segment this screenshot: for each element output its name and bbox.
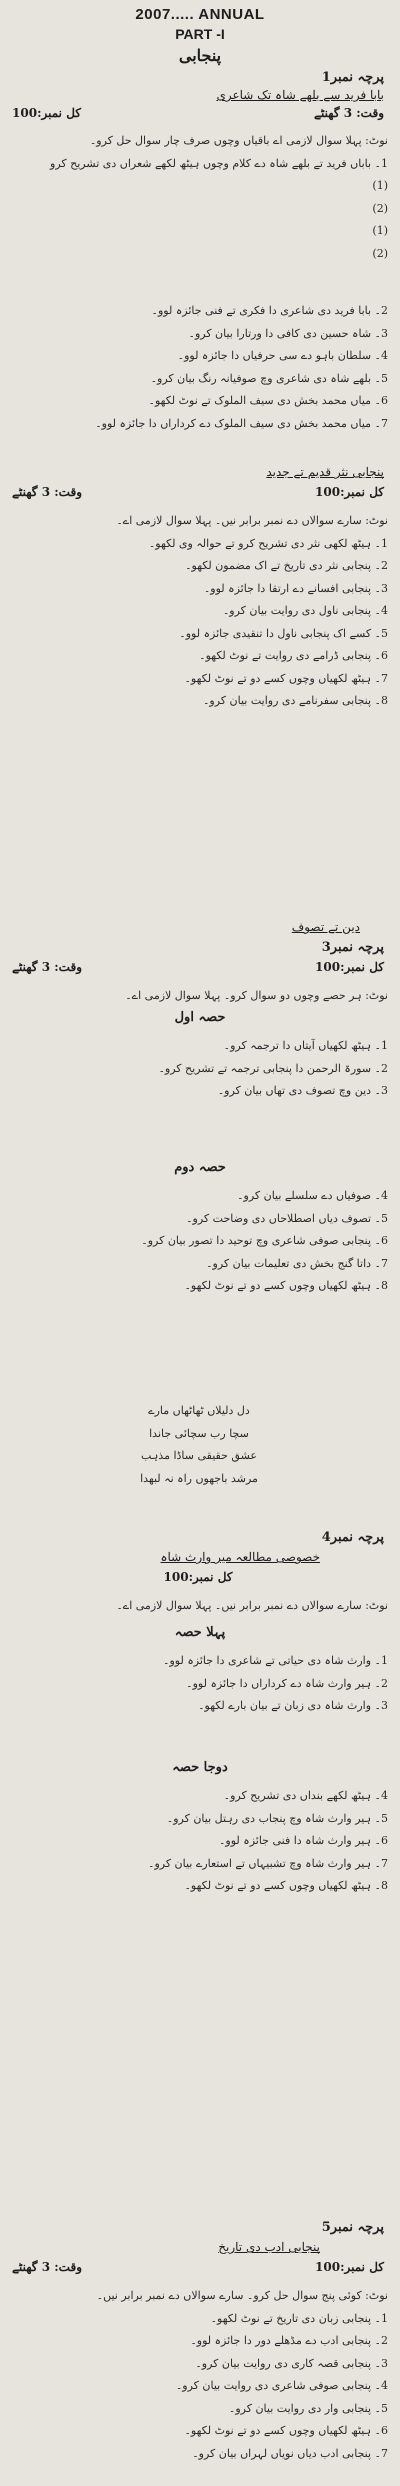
poem-line: سچا رب سچائی جاندا — [149, 1426, 249, 1440]
text-line: 7۔ پنجابی ادب دیاں نویاں لہراں بیان کرو۔ — [192, 2446, 388, 2460]
paper5-marks-line — [12, 2260, 384, 2274]
text-line: 3۔ دین وچ تصوف دی تھاں بیان کرو۔ — [217, 1084, 388, 1097]
paper3-intro — [10, 985, 388, 1008]
text-line: 7۔ داتا گنج بخش دی تعلیمات بیان کرو۔ — [206, 1256, 388, 1270]
text-line: 1۔ پنجابی زبان دی تاریخ تے نوٹ لکھو۔ — [210, 2311, 388, 2325]
text-line: (1) — [372, 224, 388, 237]
paper4-section2-head: دوجا حصہ — [172, 1760, 228, 1775]
paper2-time: وقت: 3 گھنٹے — [12, 485, 82, 499]
text-line: 4۔ پنجابی ناول دی روایت بیان کرو۔ — [222, 604, 388, 617]
paper4-questions-a — [10, 1650, 388, 1718]
text-line: 8۔ پنجابی سفرنامے دی روایت بیان کرو۔ — [202, 694, 388, 707]
text-line: 6۔ پنجابی ڈرامے دی روایت تے نوٹ لکھو۔ — [199, 649, 388, 662]
text-line: 5۔ تصوف دیاں اصطلاحاں دی وضاحت کرو۔ — [186, 1211, 388, 1225]
text-line: 1۔ ہیٹھ لکھی نثر دی تشریح کرو تے حوالہ وی لکھو۔ — [148, 536, 388, 550]
text-line: 4۔ ہیٹھ لکھے بنداں دی تشریح کرو۔ — [223, 1789, 388, 1802]
text-line: 7۔ ہیٹھ لکھیاں وچوں کسے دو تے نوٹ لکھو۔ — [184, 671, 388, 685]
paper3-time: وقت: 3 گھنٹے — [12, 960, 82, 974]
paper4-marks: کل نمبر:100 — [163, 1570, 233, 1584]
paper2-subtitle: پنجابی نثر قدیم تے جدید — [266, 465, 384, 479]
text-line: 4۔ سلطان باہو دے سی حرفیاں دا جائزہ لوو۔ — [177, 349, 388, 362]
text-line: 7۔ ہیر وارث شاہ وچ تشبیہاں تے استعارے بیان کرو۔ — [148, 1856, 388, 1870]
paper5-subtitle: پنجابی ادب دی تاریخ — [218, 2240, 320, 2254]
text-line: 2۔ بابا فرید دی شاعری دا فکری تے فنی جائزہ لوو۔ — [151, 304, 388, 317]
text-line: 3۔ وارث شاہ دی زبان تے بیان بارے لکھو۔ — [198, 1699, 388, 1712]
text-line: 2۔ ہیر وارث شاہ دے کرداراں دا جائزہ لوو۔ — [186, 1676, 388, 1690]
text-line: نوٹ: سارے سوالاں دے نمبر برابر نیں۔ پہلا سوال لازمی اے۔ — [116, 514, 388, 527]
poem-line: مرشد باجھوں راہ نہ لبھدا — [140, 1471, 258, 1485]
text-line: 3۔ پنجابی قصہ کاری دی روایت بیان کرو۔ — [195, 2356, 388, 2370]
paper4-questions-b — [10, 1785, 388, 1898]
poem-line: دل دلیلاں ٹھاٹھاں مارے — [148, 1404, 250, 1417]
paper1-label: پرچہ نمبر1 — [321, 70, 384, 85]
paper1-questions-bottom — [10, 300, 388, 435]
text-line: 2۔ سورۃ الرحمن دا پنجابی ترجمہ تے تشریح کرو۔ — [158, 1061, 388, 1075]
text-line: 3۔ پنجابی افسانے دے ارتقا دا جائزہ لوو۔ — [203, 581, 388, 595]
paper4-marks-line — [12, 1570, 384, 1584]
paper1-time: وقت: 3 گھنٹے — [314, 106, 384, 120]
paper3-marks: کل نمبر:100 — [315, 960, 384, 974]
text-line: 2۔ پنجابی ادب دے مڈھلے دور دا جائزہ لوو۔ — [190, 2334, 388, 2347]
text-line: 2۔ پنجابی نثر دی تاریخ تے اک مضمون لکھو۔ — [185, 559, 388, 572]
paper3-questions-a — [10, 1035, 388, 1103]
paper1-subtitle: بابا فرید سے بلھے شاہ تک شاعری — [216, 88, 384, 102]
paper3-subtitle: دین تے تصوف — [291, 920, 360, 934]
text-line: 6۔ پنجابی صوفی شاعری وچ توحید دا تصور بیان کرو۔ — [141, 1234, 388, 1247]
paper4-intro — [10, 1595, 388, 1618]
paper3-section1-head: حصہ اول — [174, 1010, 226, 1025]
text-line: 5۔ ہیر وارث شاہ وچ پنجاب دی رہتل بیان کرو۔ — [166, 1811, 388, 1825]
text-line: (1) — [372, 179, 388, 192]
paper4-section1-head: پہلا حصہ — [174, 1625, 226, 1640]
text-line: نوٹ: سارے سوالاں دے نمبر برابر نیں۔ پہلا سوال لازمی اے۔ — [116, 1599, 388, 1612]
paper3-marks-line — [12, 960, 384, 974]
text-line: 5۔ بلھے شاہ دی شاعری وچ صوفیانہ رنگ بیان کرو۔ — [150, 371, 388, 385]
text-line: 3۔ شاہ حسین دی کافی دا ورتارا بیان کرو۔ — [188, 326, 388, 340]
text-line: 4۔ صوفیاں دے سلسلے بیان کرو۔ — [237, 1189, 388, 1202]
text-line: 8۔ ہیٹھ لکھیاں وچوں کسے دو تے نوٹ لکھو۔ — [184, 1879, 388, 1892]
paper2-marks: کل نمبر:100 — [315, 485, 384, 499]
paper1-marks-line — [12, 106, 384, 120]
text-line: 6۔ میاں محمد بخش دی سیف الملوک تے نوٹ لکھو۔ — [148, 394, 388, 407]
paper5-label: پرچہ نمبر5 — [321, 2220, 384, 2235]
paper4-subtitle: خصوصی مطالعہ میر وارث شاہ — [160, 1550, 320, 1564]
text-line: 5۔ کسے اک پنجابی ناول دا تنقیدی جائزہ لوو۔ — [179, 626, 388, 640]
text-line: 5۔ پنجابی وار دی روایت بیان کرو۔ — [228, 2401, 388, 2415]
paper3-label: پرچہ نمبر3 — [321, 940, 384, 955]
text-line: 1۔ ہیٹھ لکھیاں آیتاں دا ترجمہ کرو۔ — [223, 1039, 388, 1052]
paper1-questions-top — [10, 130, 388, 265]
text-line: (2) — [372, 201, 388, 215]
paper3-questions-b — [10, 1185, 388, 1298]
exam-year-header: 2007..... ANNUAL — [135, 6, 265, 23]
part-header: PART -I — [175, 26, 225, 42]
text-line: (2) — [372, 246, 388, 260]
paper3-section2-head: حصہ دوم — [174, 1160, 226, 1175]
text-line: 1۔ باباں فرید تے بلھے شاہ دے کلام وچوں ہیٹھ لکھے شعراں دی تشریح کرو — [50, 156, 388, 170]
text-line: 8۔ ہیٹھ لکھیاں وچوں کسے دو تے نوٹ لکھو۔ — [184, 1279, 388, 1292]
text-line: نوٹ: کوئی پنج سوال حل کرو۔ سارے سوالاں دے نمبر برابر نیں۔ — [96, 2289, 388, 2302]
text-line: 1۔ وارث شاہ دی حیاتی تے شاعری دا جائزہ لوو۔ — [163, 1654, 388, 1667]
paper5-time: وقت: 3 گھنٹے — [12, 2260, 82, 2274]
subject-title: پنجابی — [178, 46, 222, 65]
paper4-label: پرچہ نمبر4 — [321, 1530, 384, 1545]
paper5-marks: کل نمبر:100 — [315, 2260, 384, 2274]
text-line: 6۔ ہیٹھ لکھیاں وچوں کسے دو تے نوٹ لکھو۔ — [184, 2424, 388, 2437]
text-line: نوٹ: پہلا سوال لازمی اے باقیاں وچوں صرف چار سوال حل کرو۔ — [89, 134, 388, 147]
paper1-marks: کل نمبر:100 — [12, 106, 81, 120]
text-line: 7۔ میاں محمد بخش دی سیف الملوک دے کرداراں دا جائزہ لوو۔ — [95, 416, 388, 430]
paper2-questions — [10, 510, 388, 713]
text-line: 6۔ ہیر وارث شاہ دا فنی جائزہ لوو۔ — [218, 1834, 388, 1847]
paper2-marks-line — [12, 485, 384, 499]
poem-line: عشق حقیقی ساڈا مذہب — [141, 1449, 257, 1462]
text-line: نوٹ: ہر حصے وچوں دو سوال کرو۔ پہلا سوال لازمی اے۔ — [125, 989, 388, 1002]
text-line: 4۔ پنجابی صوفی شاعری دی روایت بیان کرو۔ — [175, 2379, 388, 2392]
paper5-questions — [10, 2285, 388, 2465]
paper3-poem — [10, 1400, 388, 1490]
